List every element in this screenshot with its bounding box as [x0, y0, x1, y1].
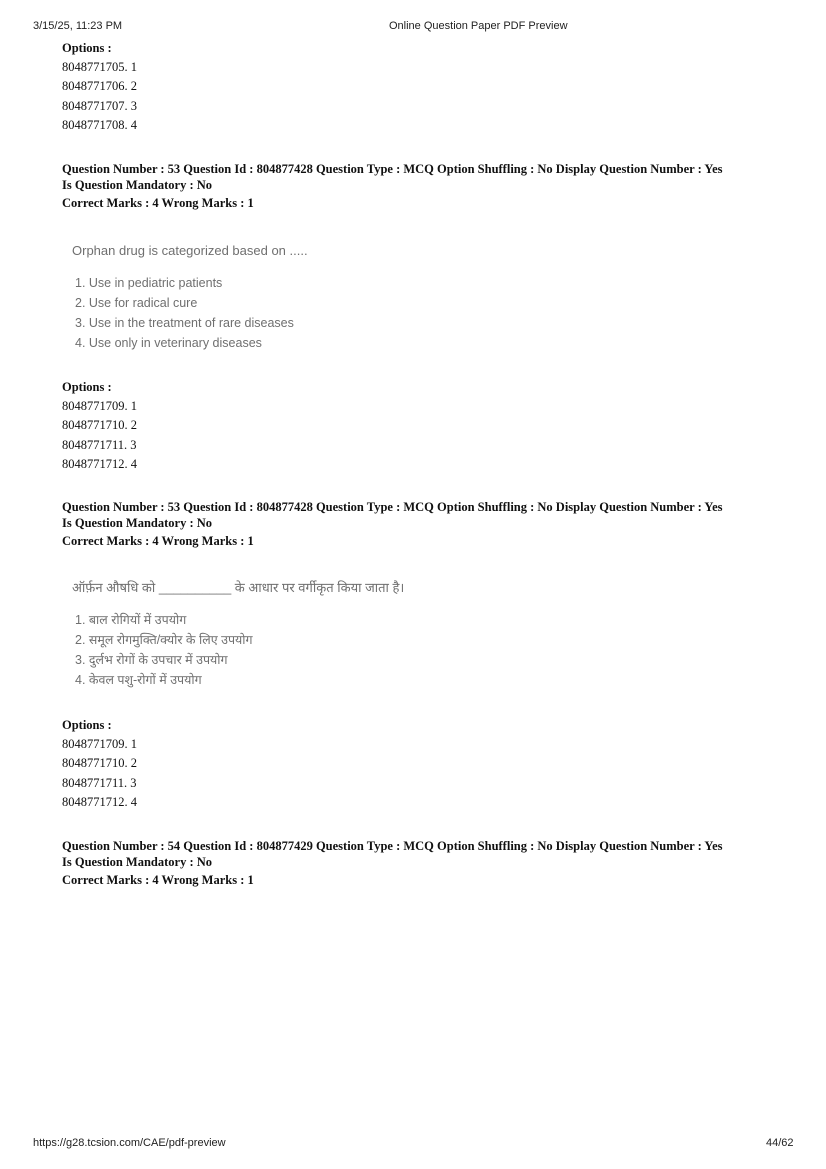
question-choice: 3. दुर्लभ रोगों के उपचार में उपयोग [75, 653, 228, 667]
question-marks: Correct Marks : 4 Wrong Marks : 1 [62, 534, 254, 548]
question-meta-line: Question Number : 53 Question Id : 804877428 Question Type : MCQ Option Shuffling : No Display Question Number : Yes [62, 162, 723, 176]
option-row: 8048771711. 3 [62, 437, 137, 452]
option-row: 8048771706. 2 [62, 79, 137, 94]
print-url: https://g28.tcsion.com/CAE/pdf-preview [33, 1137, 226, 1149]
option-row: 8048771708. 4 [62, 117, 137, 132]
question-mandatory: Is Question Mandatory : No [62, 515, 213, 530]
options-block [62, 380, 782, 476]
question-choice: 1. बाल रोगियों में उपयोग [75, 613, 187, 627]
question-meta [62, 839, 782, 889]
options-label: Options : [62, 380, 112, 394]
question-choice: 4. केवल पशु-रोगों में उपयोग [75, 673, 202, 687]
option-row: 8048771711. 3 [62, 775, 137, 790]
question-mandatory: Is Question Mandatory : No [62, 854, 213, 869]
option-row: 8048771707. 3 [62, 98, 137, 113]
question-text: ऑर्फ़न औषधि को __________ के आधार पर वर्गीकृत किया जाता है। [72, 580, 405, 595]
option-row: 8048771710. 2 [62, 756, 137, 771]
options-label: Options : [62, 41, 112, 55]
question-mandatory: Is Question Mandatory : No [62, 177, 213, 192]
option-row: 8048771709. 1 [62, 399, 137, 413]
question-choice: 4. Use only in veterinary diseases [75, 336, 262, 350]
print-datetime: 3/15/25, 11:23 PM [33, 20, 123, 32]
question-meta [62, 500, 782, 550]
print-page-number: 44/62 [766, 1137, 794, 1149]
question-choice: 1. Use in pediatric patients [75, 276, 223, 290]
option-row: 8048771712. 4 [62, 456, 137, 471]
question-image-hindi [72, 580, 404, 690]
option-row: 8048771709. 1 [62, 737, 137, 751]
print-page-title: Online Question Paper PDF Preview [389, 20, 568, 32]
question-marks: Correct Marks : 4 Wrong Marks : 1 [62, 196, 254, 210]
options-label: Options : [62, 718, 112, 732]
question-image-english [72, 243, 308, 353]
question-meta-line: Question Number : 53 Question Id : 804877428 Question Type : MCQ Option Shuffling : No Display Question Number : Yes [62, 500, 723, 514]
option-row: 8048771710. 2 [62, 418, 137, 433]
question-choice: 3. Use in the treatment of rare diseases [75, 316, 294, 330]
option-row: 8048771705. 1 [62, 60, 137, 74]
options-block [62, 718, 782, 814]
question-meta-line: Question Number : 54 Question Id : 804877429 Question Type : MCQ Option Shuffling : No Display Question Number : Yes [62, 839, 723, 853]
question-text: Orphan drug is categorized based on ..... [72, 243, 308, 258]
options-block-top [62, 41, 782, 137]
question-meta [62, 162, 782, 212]
question-marks: Correct Marks : 4 Wrong Marks : 1 [62, 873, 254, 887]
question-choice: 2. समूल रोगमुक्ति/क्योर के लिए उपयोग [75, 633, 253, 647]
question-choice: 2. Use for radical cure [75, 296, 198, 310]
option-row: 8048771712. 4 [62, 794, 137, 809]
